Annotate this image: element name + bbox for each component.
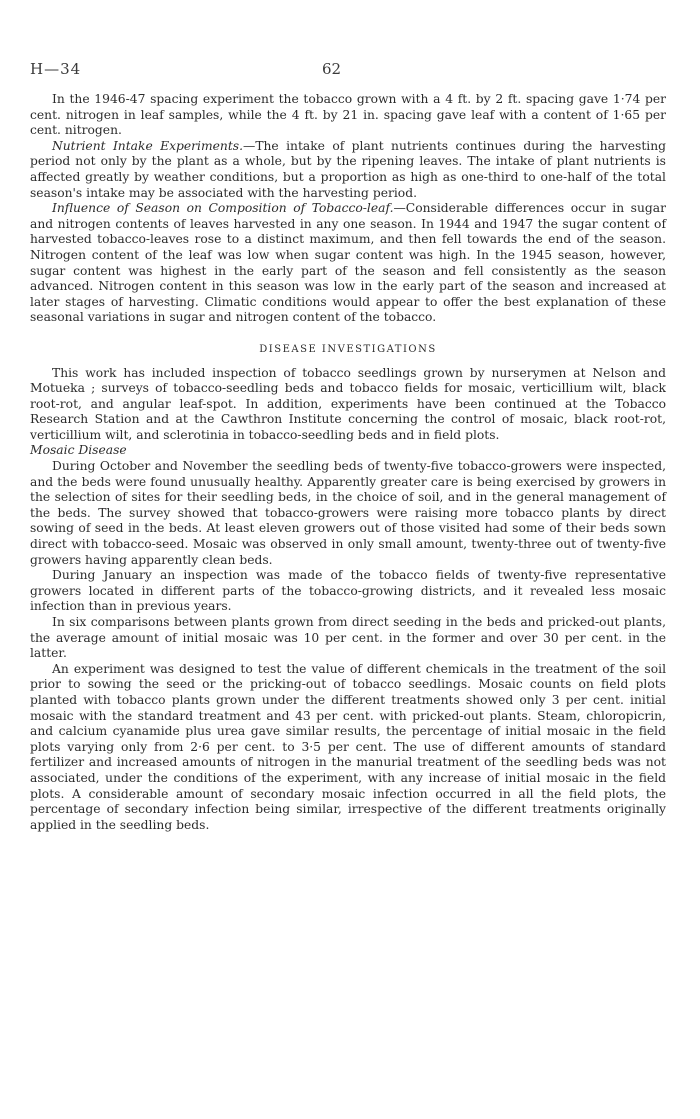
paragraph-text-season-influence: —Considerable differences occur in sugar and nitrogen contents of leaves harvested in any one season. In 1944 and 1947 the sugar content of harvested tobacco-leaves rose to a distinct maximum, and then fell towards the end of the season. Nitrogen content of the leaf was low when sugar content was high. In the 1945 season, however, sugar content was highest in the early part of the season and fell consistently as the season advanced. Nitrogen content in this season was low in the early part of the season and increased at later stages of harvesting. Climatic conditions would appear to offer the best explanation of these seasonal variations in sugar and nitrogen content of the tobacco. — [30, 201, 666, 325]
paragraph-field-inspection: During January an inspection was made of the tobacco fields of twenty-five representative growers located in different parts of the tobacco-growing districts, and it revealed less mosaic infection than in previous years. — [30, 568, 666, 614]
report-reference: H—34 — [30, 60, 82, 78]
page-header — [30, 60, 666, 82]
section-heading-disease-investigations: DISEASE INVESTIGATIONS — [259, 343, 437, 355]
paragraph-disease-work: This work has included inspection of tobacco seedlings grown by nurserymen at Nelson and Motueka ; surveys of tobacco-seedling beds and tobacco fields for mosaic, verticillium wilt, black root-rot, and angular leaf-spot. In addition, experiments have been continued at the Tobacco Research Station and at the Cawthron Institute concerning the control of mosaic, black root-rot, verticillium wilt, and sclerotinia in tobacco-seedling beds and in field plots. — [30, 365, 666, 442]
paragraph-spacing-experiment: In the 1946-47 spacing experiment the tobacco grown with a 4 ft. by 2 ft. spacing gave 1·74 per cent. nitrogen in leaf samples, while the 4 ft. by 21 in. spacing gave leaf with a content of 1·65 per cent. nitrogen. — [30, 92, 666, 138]
paragraph-title-season-influence: Influence of Season on Composition of Tobacco-leaf. — [52, 201, 394, 216]
page-number: 62 — [322, 60, 342, 78]
paragraph-text-nutrient-intake: —The intake of plant nutrients continues during the harvesting period not only by the plant as a whole, but by the ripening leaves. The intake of plant nutrients is affected greatly by weather conditions, but a proportion as high as one-third to one-half of the total season's intake may be associated with the harvesting period. — [30, 138, 666, 200]
paragraph-chemical-experiment: An experiment was designed to test the value of different chemicals in the treatment of the soil prior to sowing the seed or the pricking-out of tobacco seedlings. Mosaic counts on field plots planted with tobacco plants grown under the different treatments showed only 3 per cent. initial mosaic with the standard treatment and 43 per cent. with pricked-out plants. Steam, chloropicrin, and calcium cyanamide plus urea gave similar results, the percentage of initial mosaic in the field plots varying only from 2·6 per cent. to 3·5 per cent. The use of different amounts of standard fertilizer and increased amounts of nitrogen in the manurial treatment of the seedling beds was not associated, under the conditions of the experiment, with any increase of initial mosaic in the field plots. A considerable amount of secondary mosaic infection occurred in all the field plots, the percentage of secondary infection being similar, irrespective of the different treatments originally applied in the seedling beds. — [30, 661, 666, 832]
paragraph-title-nutrient-intake: Nutrient Intake Experiments. — [52, 138, 244, 153]
paragraph-season-influence — [30, 201, 666, 326]
paragraph-comparisons: In six comparisons between plants grown from direct seeding in the beds and pricked-out plants, the average amount of initial mosaic was 10 per cent. in the former and over 30 per cent. in the latter. — [30, 615, 666, 661]
paragraph-seedling-beds: During October and November the seedling beds of twenty-five tobacco-growers were inspected, and the beds were found unusually healthy. Apparently greater care is being exercised by growers in the selection of sites for their seedling beds, in the choice of soil, and in the general management of the beds. The survey showed that tobacco-growers were raising more tobacco plants by direct sowing of seed in the beds. At least eleven growers out of those visited had some of their beds sown direct with tobacco-seed. Mosaic was observed in only small amount, twenty-three out of twenty-five growers having apparently clean beds. — [30, 459, 666, 567]
document-page — [30, 60, 666, 833]
document-body — [30, 92, 666, 833]
subheading-mosaic-disease: Mosaic Disease — [30, 443, 127, 458]
paragraph-nutrient-intake — [30, 139, 666, 201]
